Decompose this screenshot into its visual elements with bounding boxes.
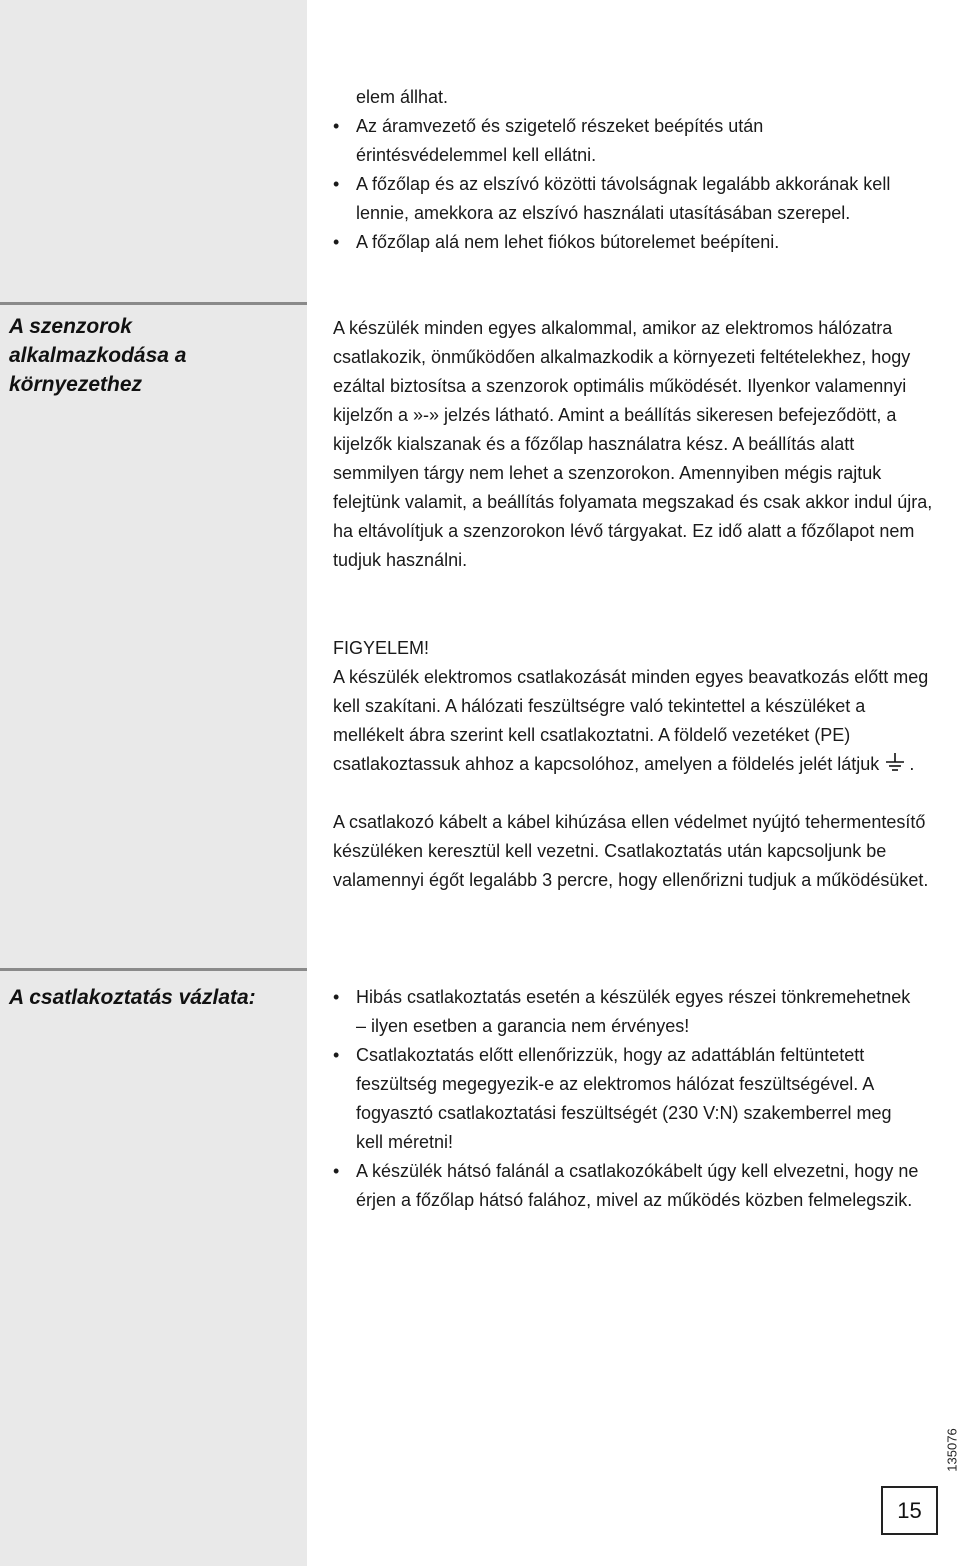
sensors-paragraph: A készülék minden egyes alkalommal, amikor az elektromos hálózatra csatlakozik, önműködően alkalmazkodik a környezeti feltételekhez, hogy ezáltal biztosítsa a szenzorok optimális működését. Ilyenkor valamennyi kijelzőn a »-» jelzés látható. Amint a beállítás sikeresen befejeződött, a kijelzők kialszanak és a főzőlap használatra kész. A beállítás alatt semmilyen tárgy nem lehet a szenzorokon. Amennyiben mégis rajtuk felejtünk valamit, a beállítás folyamata megszakad és csak akkor indul újra, ha eltávolítjuk a szenzorokon lévő tárgyakat. Ez idő alatt a főzőlapot nem tudjuk használni. bbox=[333, 318, 933, 570]
bullet-mark: • bbox=[333, 987, 340, 1007]
list-item-text: A főzőlap alá nem lehet fiókos bútorelemet beépíteni. bbox=[356, 232, 780, 252]
bullet-mark: • bbox=[333, 232, 340, 252]
list-item bbox=[333, 228, 893, 257]
list-item bbox=[333, 1157, 923, 1215]
warning-paragraph bbox=[333, 663, 938, 781]
bullet-mark: • bbox=[333, 1045, 340, 1065]
list-item-text: Hibás csatlakoztatás esetén a készülék egyes részei tönkremehetnek – ilyen esetben a garancia nem érvényes! bbox=[356, 987, 911, 1036]
section-heading-sensors: A szenzorok alkalmazkodása a környezethez bbox=[9, 315, 187, 396]
warning-text-end: . bbox=[909, 754, 915, 774]
warning-title: FIGYELEM! bbox=[333, 638, 430, 658]
list-item bbox=[333, 83, 893, 112]
list-item-text: A készülék hátsó falánál a csatlakozókábelt úgy kell elvezetni, hogy ne érjen a főzőlap hátsó falához, mivel az működés közben felmelegszik. bbox=[356, 1161, 919, 1210]
list-item-text: elem állhat. bbox=[356, 87, 449, 107]
warning-paragraph-2: A csatlakozó kábelt a kábel kihúzása ellen védelmet nyújtó tehermentesítő készüléken keresztül kell vezetni. Csatlakoztatás után kapcsoljunk be valamennyi égőt legalább 3 percre, hogy ellenőrizni tudjuk a működésüket. bbox=[333, 812, 929, 890]
document-code bbox=[935, 1415, 960, 1485]
list-item bbox=[333, 1041, 923, 1157]
top-bullet-list bbox=[333, 83, 893, 257]
section-rule-connection bbox=[0, 968, 307, 971]
ground-symbol-icon bbox=[885, 752, 905, 781]
bullet-mark: • bbox=[333, 1161, 340, 1181]
section-rule-sensors bbox=[0, 302, 307, 305]
list-item bbox=[333, 112, 893, 170]
list-item-text: A főzőlap és az elszívó közötti távolságnak legalább akkorának kell lennie, amekkora az elszívó használati utasításában szerepel. bbox=[356, 174, 891, 223]
bullet-mark: • bbox=[333, 174, 340, 194]
sidebar-panel bbox=[0, 0, 307, 1566]
page-number: 15 bbox=[881, 1486, 938, 1535]
list-item-text: Csatlakoztatás előtt ellenőrizzük, hogy az adattáblán feltüntetett feszültség megegyezik-e az elektromos hálózat feszültségével. A fogyasztó csatlakoztatási feszültségét (230 V:N) szakemberrel meg kell méretni! bbox=[356, 1045, 892, 1152]
list-item-text: Az áramvezető és szigetelő részeket beépítés után érintésvédelemmel kell ellátni. bbox=[356, 116, 764, 165]
list-item bbox=[333, 170, 893, 228]
connection-bullet-list bbox=[333, 983, 923, 1215]
warning-text: A készülék elektromos csatlakozását minden egyes beavatkozás előtt meg kell szakítani. A hálózati feszültségre való tekintettel a készüléket a mellékelt ábra szerint kell csatlakoztatni. A földelő vezetéket (PE) csatlakoztassuk ahhoz a kapcsolóhoz, amelyen a földelés jelét látjuk bbox=[333, 667, 929, 774]
bullet-mark: • bbox=[333, 116, 340, 136]
list-item bbox=[333, 983, 923, 1041]
document-code-text: 135076 bbox=[944, 1428, 960, 1472]
section-heading-connection: A csatlakoztatás vázlata: bbox=[9, 986, 256, 1009]
